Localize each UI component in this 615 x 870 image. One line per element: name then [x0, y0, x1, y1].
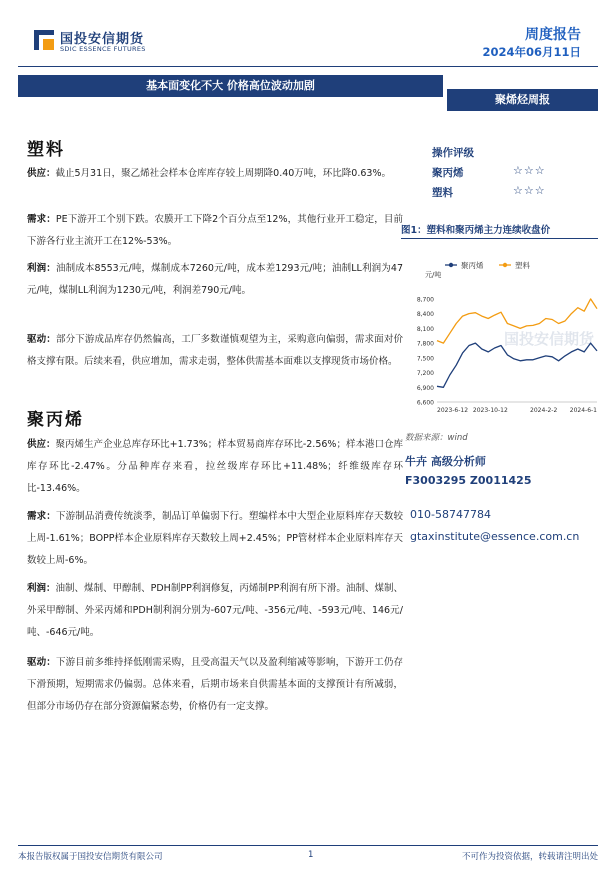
y-tick-label: 8,700 — [416, 296, 434, 304]
pp-supply-text: 聚丙烯生产企业总库存环比+1.73%；样本贸易商库存环比-2.56%；样本港口仓库库存环比-2.47%。分品种库存来看，拉丝级库存环比+11.48%；纤维级库存环比-13.46%。 — [27, 439, 403, 494]
plastic-demand-label: 需求： — [27, 214, 56, 225]
report-date: 2024年06月11日 — [482, 45, 581, 59]
analyst-phone: 010-58747784 — [410, 508, 491, 521]
plastic-supply-text: 截止5月31日，聚乙烯社会样本仓库库存较上周期降0.40万吨，环比降0.63%。 — [55, 168, 391, 179]
legend-label-0: 聚丙烯 — [461, 261, 484, 270]
rating-title: 操作评级 — [432, 147, 474, 159]
y-tick-label: 8,400 — [416, 311, 434, 319]
pp-driver-text: 下游目前多维持择低刚需采购，且受高温天气以及盈利缩减等影响，下游开工仍存下滑预期，短期需求仍偏弱。总体来看，后期市场来自供需基本面的支撑预计有所减弱，但部分市场仍存在部分资源偏紧态势，价格仍有一定支撑。 — [27, 657, 403, 712]
pp-demand-paragraph — [27, 506, 403, 572]
plastic-driver-label: 驱动： — [27, 334, 56, 345]
plastic-demand-paragraph — [27, 209, 403, 253]
company-name-en: SDIC ESSENCE FUTURES — [60, 45, 146, 53]
x-tick-label: 2024-6-1 — [569, 407, 597, 414]
x-tick-label: 2023-10-12 — [472, 407, 508, 414]
rating-name-plastic: 塑料 — [432, 187, 453, 199]
pp-supply-paragraph — [27, 434, 403, 500]
analyst-name: 牛卉 高级分析师 — [405, 455, 486, 468]
plastic-demand-text: PE下游开工个别下跌。农膜开工下降2个百分点至12%，其他行业开工稳定，目前下游各行业主流开工在12%-53%。 — [27, 214, 403, 247]
rating-name-pp: 聚丙烯 — [432, 167, 464, 179]
report-series-banner: 聚烯烃周报 — [447, 89, 598, 111]
y-tick-label: 7,500 — [416, 355, 434, 363]
company-name: 国投安信期货 — [60, 32, 145, 47]
company-logo-icon — [34, 30, 54, 50]
pp-profit-text: 油制、煤制、甲醇制、PDH制PP利润修复，丙烯制PP利润有所下滑。油制、煤制、外采甲醇制、外采丙烯和PDH制利润分别为-607元/吨、-356元/吨、-593元/吨、146元/吨、-646元/吨。 — [27, 583, 403, 638]
plastic-supply-paragraph — [27, 163, 403, 185]
analyst-license-id: F3003295 Z0011425 — [405, 474, 532, 487]
y-tick-label: 6,900 — [416, 384, 434, 392]
page-number: 1 — [308, 850, 314, 860]
rating-stars-plastic: ☆☆☆ — [513, 184, 546, 197]
plastic-supply-label: 供应： — [27, 168, 56, 179]
y-tick-label: 6,600 — [416, 399, 434, 407]
plastic-driver-text: 部分下游成品库存仍然偏高，工厂多数谨慎观望为主，采购意向偏弱，需求面对价格支撑有限。后续来看，供应增加，需求走弱，整体供需基本面难以支撑现货市场价格。 — [27, 334, 403, 367]
section-title-pp: 聚丙烯 — [27, 410, 84, 430]
figure-source: 数据来源：wind — [405, 433, 468, 443]
legend-marker-0 — [449, 263, 453, 267]
analyst-email-link[interactable]: gtaxinstitute@essence.com.cn — [410, 530, 580, 543]
plastic-driver-paragraph — [27, 329, 403, 373]
footer-divider — [18, 845, 598, 846]
rating-stars-pp: ☆☆☆ — [513, 164, 546, 177]
series-line-0 — [437, 343, 597, 387]
footer-copyright: 本报告版权属于国投安信期货有限公司 — [18, 852, 163, 862]
legend-label-1: 塑料 — [515, 261, 530, 270]
footer-disclaimer: 不可作为投资依据，转载请注明出处 — [461, 852, 598, 862]
headline-banner: 基本面变化不大 价格高位波动加剧 — [18, 75, 443, 97]
y-axis-unit: 元/吨 — [425, 271, 442, 279]
legend-marker-1 — [503, 263, 507, 267]
pp-profit-label: 利润： — [27, 583, 56, 594]
pp-supply-label: 供应： — [27, 439, 56, 450]
y-tick-label: 7,800 — [416, 340, 434, 348]
header-divider — [18, 66, 598, 67]
plastic-profit-label: 利润： — [27, 263, 56, 274]
pp-driver-paragraph — [27, 652, 403, 718]
section-title-plastic: 塑料 — [27, 140, 65, 160]
pp-demand-label: 需求： — [27, 511, 56, 522]
x-tick-label: 2024-2-2 — [530, 407, 558, 414]
plastic-profit-paragraph — [27, 258, 403, 302]
chart-watermark: 国投安信期货 — [503, 330, 595, 348]
figure-title: 图1：塑料和聚丙烯主力连续收盘价 — [401, 225, 551, 236]
pp-demand-text: 下游制品消费传统淡季，制品订单偏弱下行。塑编样本中大型企业原料库存天数较上周-1.61%；BOPP样本企业原料库存天数较上周+2.45%；PP管材样本企业原料库存天数较上周-6%。 — [27, 511, 403, 566]
figure-divider — [401, 238, 598, 239]
plastic-profit-text: 油制成本8553元/吨，煤制成本7260元/吨，成本差1293元/吨；油制LL利润为47元/吨，煤制LL利润为1230元/吨，利润差790元/吨。 — [27, 263, 403, 296]
pp-driver-label: 驱动： — [27, 657, 56, 668]
y-tick-label: 7,200 — [416, 370, 434, 378]
pp-profit-paragraph — [27, 578, 403, 644]
price-line-chart — [401, 252, 603, 420]
chart-legend — [445, 260, 530, 270]
report-type: 周度报告 — [525, 27, 581, 43]
x-tick-label: 2023-6-12 — [437, 407, 469, 414]
y-tick-label: 8,100 — [416, 325, 434, 333]
